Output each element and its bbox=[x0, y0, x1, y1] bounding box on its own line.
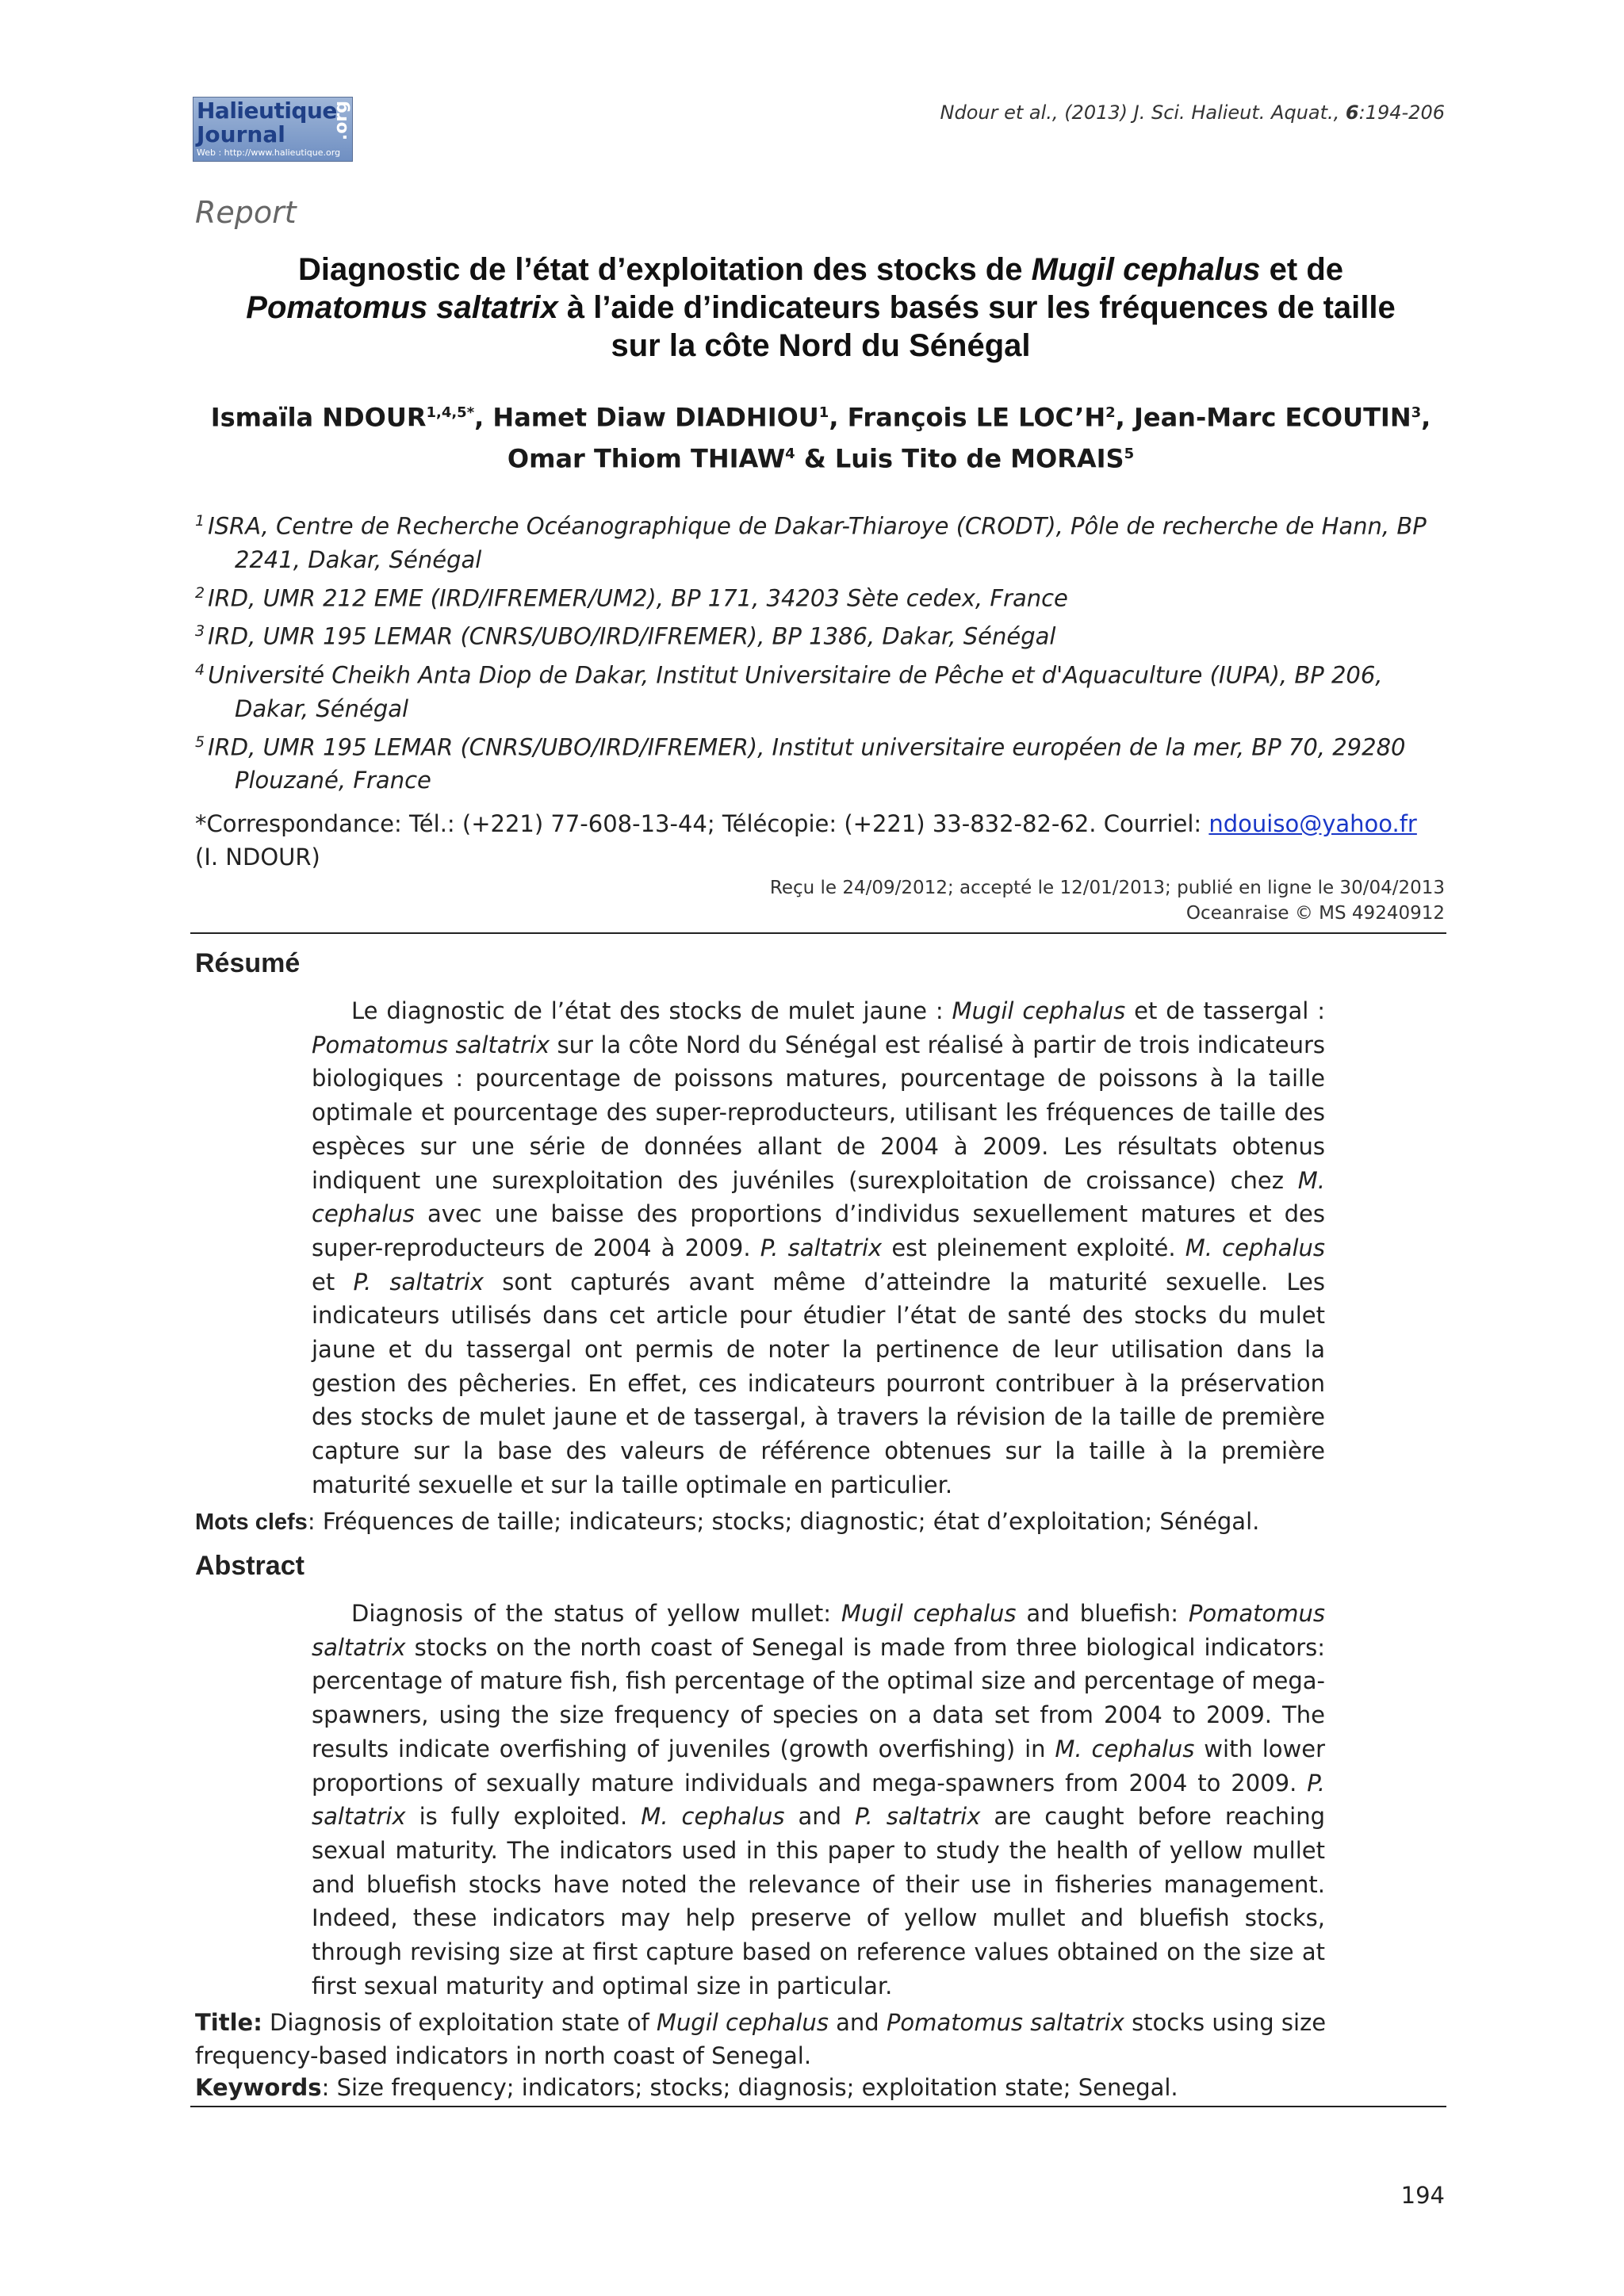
mots-clefs: Mots clefs: Fréquences de taille; indicateurs; stocks; diagnostic; état d’exploitation; Sénégal. bbox=[195, 1508, 1260, 1535]
affiliation-3: $^3$ IRD, UMR 195 LEMAR (CNRS/UBO/IRD/IFREMER), BP 1386, Dakar, Sénégal bbox=[195, 622, 1056, 650]
dates-received: Reçu le 24/09/2012; accepté le 12/01/2013; publié en ligne le 30/04/2013 bbox=[769, 878, 1445, 898]
article-type: Report bbox=[195, 195, 297, 230]
logo-url: Web : http://www.halieutique.org bbox=[197, 147, 341, 158]
page-number: 194 bbox=[1400, 2182, 1445, 2209]
logo-side: .org bbox=[331, 101, 351, 141]
logo-line2: Journal bbox=[197, 121, 285, 147]
logo-line1: Halieutique bbox=[197, 98, 337, 124]
correspondence: *Correspondance: Tél.: (+221) 77-608-13-44; Télécopie: (+221) 33-832-82-62. Courriel: ndouiso@yahoo.fr (I. NDOUR) bbox=[195, 810, 1417, 871]
author-list: Ismaïla $NDOUR^{1,4,5*}$, Hamet Diaw DIADHIOU$^1$, François LE $LOC’H^2$, Jean-Marc ECOUTIN$^3$, Omar Thiom THIAW$^4$ & Luis Tito de MORAIS$^5$ bbox=[210, 402, 1431, 474]
footer-divider bbox=[190, 2106, 1446, 2107]
publication-dates bbox=[770, 875, 1445, 926]
affiliation-1: $^1$ ISRA, Centre de Recherche Océanographique de Dakar-Thiaroye (CRODT), Pôle de recherche de Hann, BP 2241, Dakar, Sénégal bbox=[195, 512, 1427, 573]
affiliation-2: $^2$ IRD, UMR 212 EME (IRD/IFREMER/UM2), BP 171, 34203 Sète cedex, France bbox=[195, 584, 1068, 612]
journal-citation: Ndour et al., (2013) J. Sci. Halieut. Aquat., 6:194-206 bbox=[940, 101, 1445, 124]
header-divider bbox=[190, 932, 1446, 934]
abstract-heading: Abstract bbox=[195, 1551, 304, 1581]
manuscript-id: Oceanraise © MS 49240912 bbox=[1185, 903, 1445, 924]
affiliation-4: $^4$ Université Cheikh Anta Diop de Dakar, Institut Universitaire de Pêche et d'Aquaculture (IUPA), BP 206, Dakar, Sénégal bbox=[195, 660, 1383, 722]
affiliations bbox=[195, 504, 1446, 797]
english-title: Title: Diagnosis of exploitation state of Mugil cephalus and Pomatomus saltatrix stocks using size frequency-based indicators in north coast of Senegal. bbox=[195, 2009, 1327, 2069]
keywords: Keywords: Size frequency; indicators; stocks; diagnosis; exploitation state; Senegal. bbox=[195, 2074, 1178, 2101]
abstract-text: Diagnosis of the status of yellow mullet: Mugil cephalus and bluefish: Pomatomus saltatrix stocks on the north coast of Senegal is made from three biological indicators: percentage of mature fish, fish percentage of the optimal size and percentage of mega-spawners, using the size frequency of species on a data set from 2004 to 2009. The results indicate overfishing of juveniles (growth overfishing) in M. cephalus with lower proportions of sexually mature individuals and mega-spawners from 2004 to 2009. P. saltatrix is fully exploited. M. cephalus and P. saltatrix are caught before reaching sexual maturity. The indicators used in this paper to study the health of yellow mullet and bluefish stocks have noted the relevance of their use in fisheries management. Indeed, these indicators may help preserve of yellow mullet and bluefish stocks, through revising size at first capture based on reference values obtained on the size at first sexual maturity and optimal size in particular. bbox=[312, 1600, 1325, 1999]
resume-text: Le diagnostic de l’état des stocks de mulet jaune : Mugil cephalus et de tassergal : Pomatomus saltatrix sur la côte Nord du Sénégal est réalisé à partir de trois indicateurs biologiques : pourcentage de poissons matures, pourcentage de poissons à la taille optimale et pourcentage des super-reproducteurs, utilisant les fréquences de taille des espèces sur une série de données allant de 2004 à 2009. Les résultats obtenus indiquent une surexploitation des juvéniles (surexploitation de croissance) chez M. cephalus avec une baisse des proportions d’individus sexuellement matures et des super-reproducteurs de 2004 à 2009. P. saltatrix est pleinement exploité. M. cephalus et P. saltatrix sont capturés avant même d’atteindre la maturité sexuelle. Les indicateurs utilisés dans cet article pour étudier l’état de santé des stocks du mulet jaune et du tassergal ont permis de noter la pertinence de leur utilisation dans la gestion des pêcheries. En effet, ces indicateurs pourront contribuer à la préservation des stocks de mulet jaune et de tassergal, à travers la révision de la taille de première capture sur la base des valeurs de référence obtenues sur la taille à la première maturité sexuelle et sur la taille optimale en particulier. bbox=[312, 997, 1326, 1498]
article-title: Diagnostic de l’état d’exploitation des stocks de Mugil cephalus et de Pomatomus saltatrix à l’aide d’indicateurs basés sur les fréquences de taille sur la côte Nord du Sénégal bbox=[246, 252, 1396, 363]
email-link[interactable]: ndouiso@yahoo.fr bbox=[1208, 810, 1417, 837]
resume-heading: Résumé bbox=[195, 948, 301, 978]
journal-logo[interactable] bbox=[193, 97, 353, 162]
affiliation-5: $^5$ IRD, UMR 195 LEMAR (CNRS/UBO/IRD/IFREMER), Institut universitaire européen de la mer, BP 70, 29280 Plouzané, France bbox=[195, 733, 1406, 794]
